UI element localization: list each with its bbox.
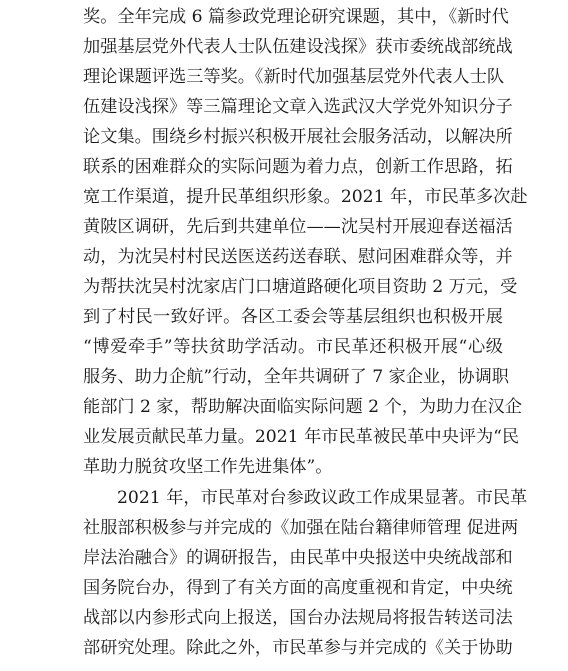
text-line: 国务院台办，得到了有关方面的高度重视和肯定，中央统 (83, 578, 513, 598)
text-line: 为帮扶沈吴村沈家店门口塘道路硬化项目资助 2 万元，受 (83, 277, 518, 297)
text-line: 到了村民一致好评。各区工委会等基层组织也积极开展 (83, 307, 503, 327)
text-line: 业发展贡献民革力量。2021 年市民革被民革中央评为“民 (83, 427, 520, 447)
text-line: 伍建设浅探》等三篇理论文章入选武汉大学党外知识分子 (83, 97, 513, 117)
text-line: 战部以内参形式向上报送，国台办法规局将报告转送司法 (83, 608, 513, 628)
text-line: 理论课题评选三等奖。《新时代加强基层党外代表人士队 (83, 67, 505, 87)
text-line: 联系的困难群众的实际问题为着力点，创新工作思路，拓 (83, 157, 513, 177)
text-line: “博爱牵手”等扶贫助学活动。市民革还积极开展“心级 (83, 337, 503, 357)
text-line: 服务、助力企航”行动，全年共调研了 7 家企业，协调职 (83, 367, 509, 387)
paragraph-first-line: 2021 年，市民革对台参政议政工作成果显著。市民革 (117, 488, 528, 508)
text-line: 部研究处理。除此之外，市民革参与并完成的《关于协助 (83, 638, 513, 658)
text-line: 加强基层党外代表人士队伍建设浅探》获市委统战部统战 (83, 37, 513, 57)
paragraph-end-line: 革助力脱贫攻坚工作先进集体”。 (83, 457, 333, 477)
text-line: 动，为沈吴村村民送医送药送春联、慰问困难群众等，并 (83, 247, 513, 267)
text-line: 能部门 2 家，帮助解决面临实际问题 2 个，为助力在汉企 (83, 397, 523, 417)
text-line: 论文集。围绕乡村振兴积极开展社会服务活动，以解决所 (83, 127, 513, 147)
text-line: 社服部积极参与并完成的《加强在陆台籍律师管理 促进两 (83, 518, 519, 538)
text-line: 奖。全年完成 6 篇参政党理论研究课题，其中，《新时代 (83, 7, 509, 27)
text-line: 宽工作渠道，提升民革组织形象。2021 年，市民革多次赴 (83, 187, 528, 207)
text-line: 黄陂区调研，先后到共建单位——沈吴村开展迎春送福活 (83, 217, 513, 237)
text-line: 岸法治融合》的调研报告，由民革中央报送中央统战部和 (83, 548, 513, 568)
